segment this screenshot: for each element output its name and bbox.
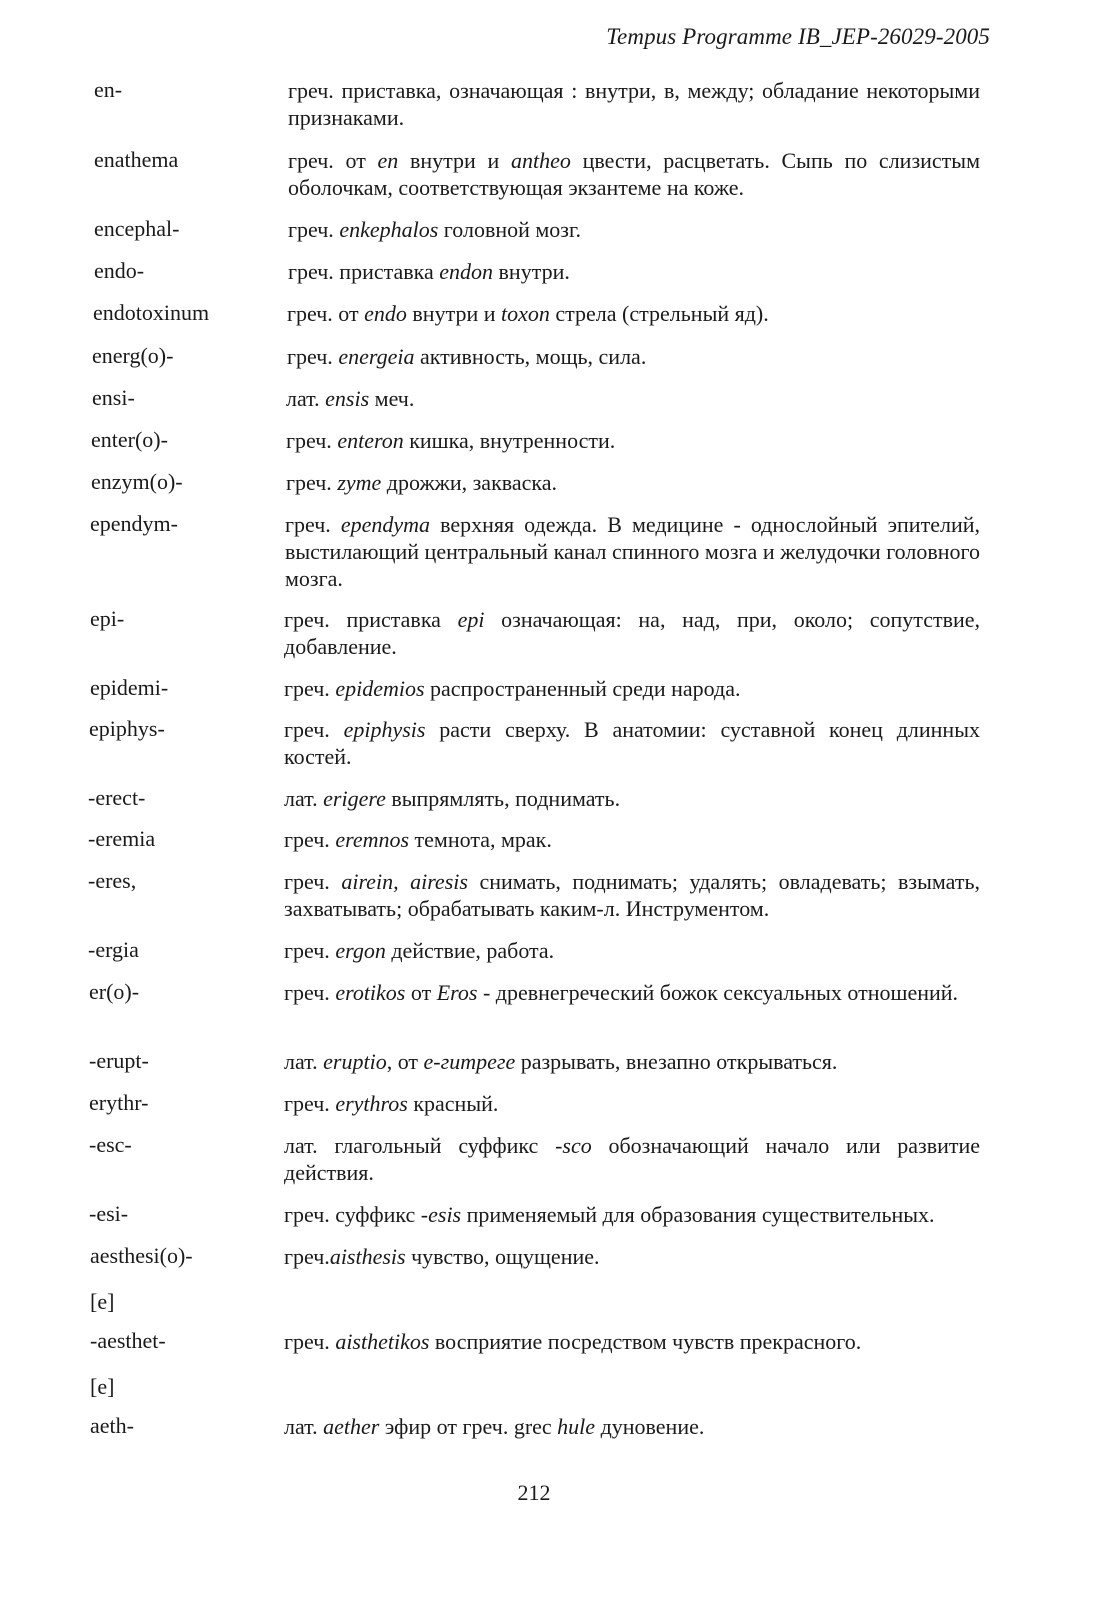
- definition-text: лат.: [284, 1049, 324, 1074]
- definition-text: выпрямлять, поднимать.: [385, 786, 621, 811]
- definition-text: греч. от: [287, 301, 365, 326]
- entry-definition: [284, 606, 980, 660]
- entry-definition: [288, 77, 980, 131]
- entry-term: -ergia: [88, 937, 139, 962]
- latin-greek-term: airein, airesis: [341, 869, 468, 894]
- latin-greek-term: aisthesis: [329, 1244, 406, 1269]
- definition-text: активность, мощь, сила.: [414, 344, 647, 369]
- entry-definition: [284, 979, 980, 1006]
- definition-text: меч.: [369, 386, 415, 411]
- definition-text: лат.: [286, 386, 326, 411]
- latin-greek-term: ensis: [325, 386, 370, 411]
- entry-term: aeth-: [90, 1413, 134, 1438]
- page-number: 212: [517, 1480, 551, 1505]
- latin-greek-term: e-гитреге: [423, 1049, 516, 1074]
- definition-text: греч. суффикс: [284, 1202, 421, 1227]
- definition-text: греч.: [284, 1244, 330, 1269]
- entry-definition: [284, 1328, 980, 1355]
- latin-greek-term: epiphysis: [343, 717, 426, 742]
- entry-definition: [284, 868, 980, 922]
- definition-text: лат.: [284, 1414, 324, 1439]
- latin-greek-term: eremnos: [335, 827, 410, 852]
- entry-term: ependym-: [90, 511, 178, 536]
- definition-text: применяемый для образования существительных.: [461, 1202, 935, 1227]
- entry-definition: [284, 1132, 980, 1186]
- latin-greek-term: energeia: [338, 344, 415, 369]
- entry-term: epiphys-: [89, 716, 165, 741]
- definition-text: кишка, внутренности.: [403, 428, 616, 453]
- definition-text: от: [405, 980, 437, 1005]
- entry-definition: [288, 258, 980, 285]
- latin-greek-term: zyme: [337, 470, 382, 495]
- definition-text: головной мозг.: [438, 217, 582, 242]
- entry-term: enzym(o)-: [91, 469, 183, 494]
- entry-definition: [284, 937, 980, 964]
- definition-text: греч.: [284, 938, 336, 963]
- definition-text: восприятие посредством чувств прекрасного.: [429, 1329, 862, 1354]
- definition-text: стрела (стрельный яд).: [549, 301, 769, 326]
- entry-definition: [284, 716, 980, 770]
- entry-definition: [286, 385, 980, 412]
- entry-term: ensi-: [92, 385, 135, 410]
- entry-term: -esi-: [89, 1201, 129, 1226]
- entry-term: encephal-: [94, 216, 180, 241]
- entry-definition: [288, 216, 980, 243]
- entry-term: -aesthet-: [90, 1328, 166, 1353]
- entry-definition: [287, 300, 980, 327]
- definition-text: греч.: [284, 676, 336, 701]
- latin-greek-term: aisthetikos: [335, 1329, 430, 1354]
- entry-definition: [284, 1048, 980, 1075]
- entry-definition: [286, 469, 980, 496]
- entry-term: [e]: [90, 1374, 115, 1399]
- latin-greek-term: toxon: [501, 301, 550, 326]
- entry-term: er(o)-: [89, 979, 140, 1004]
- latin-greek-term: enkephalos: [339, 217, 439, 242]
- latin-greek-term: eruptio: [323, 1049, 387, 1074]
- entry-definition: [286, 427, 980, 454]
- definition-text: снимать, поднимать; удалять; овладевать; взымать, захватывать; обрабатывать каким-л. Инструментом.: [284, 869, 980, 921]
- entry-definition: [284, 826, 980, 853]
- latin-greek-term: erigere: [323, 786, 386, 811]
- definition-text: распространенный среди народа.: [424, 676, 741, 701]
- definition-text: верхняя одежда. В медицине - однослойный эпителий, выстилающий центральный канал спинного мозга и желудочки головного мозга.: [285, 512, 980, 591]
- definition-text: греч.: [285, 512, 341, 537]
- definition-text: чувство, ощущение.: [405, 1244, 600, 1269]
- definition-text: греч. приставка, означающая : внутри, в, между; обладание некоторыми признаками.: [288, 78, 980, 130]
- definition-text: греч.: [284, 1329, 336, 1354]
- definition-text: греч.: [284, 980, 336, 1005]
- definition-text: дрожжи, закваска.: [381, 470, 558, 495]
- definition-text: эфир от греч. grec: [379, 1414, 558, 1439]
- entry-term: -esc-: [89, 1132, 132, 1157]
- definition-text: греч.: [284, 1091, 336, 1116]
- entry-term: enathema: [94, 147, 179, 172]
- entry-term: epi-: [90, 606, 125, 631]
- entry-term: en-: [94, 77, 123, 102]
- entry-term: erythr-: [89, 1090, 149, 1115]
- definition-text: расти сверху. В анатомии: суставной конец длинных костей.: [284, 717, 980, 769]
- definition-text: красный.: [407, 1091, 499, 1116]
- definition-text: греч. приставка: [288, 259, 440, 284]
- definition-text: темнота, мрак.: [409, 827, 552, 852]
- definition-text: греч.: [284, 869, 342, 894]
- definition-text: греч.: [284, 717, 344, 742]
- definition-text: - древнегреческий божок сексуальных отношений.: [477, 980, 959, 1005]
- definition-text: греч. от: [288, 148, 378, 173]
- latin-greek-term: endon: [439, 259, 494, 284]
- definition-text: греч.: [286, 470, 338, 495]
- entry-term: epidemi-: [90, 675, 169, 700]
- definition-text: цвести, расцветать. Сыпь по слизистым оболочкам, соответствующая экзантеме на коже.: [288, 148, 980, 200]
- entry-definition: [284, 785, 980, 812]
- latin-greek-term: aether: [323, 1414, 380, 1439]
- definition-text: внутри.: [493, 259, 570, 284]
- definition-text: внутри и: [406, 301, 501, 326]
- definition-text: обозначающий начало или развитие действия.: [284, 1133, 981, 1185]
- entry-term: -eremia: [88, 826, 156, 851]
- latin-greek-term: ergon: [335, 938, 386, 963]
- latin-greek-term: Eros: [436, 980, 478, 1005]
- latin-greek-term: endo: [364, 301, 407, 326]
- entry-term: enter(o)-: [91, 427, 168, 452]
- latin-greek-term: epidemios: [335, 676, 425, 701]
- entry-definition: [287, 343, 980, 370]
- definition-text: разрывать, внезапно открываться.: [515, 1049, 838, 1074]
- latin-greek-term: hule: [557, 1414, 596, 1439]
- entry-term: -eres,: [88, 868, 137, 893]
- entry-definition: [284, 675, 980, 702]
- entry-term: -erupt-: [89, 1048, 149, 1073]
- definition-text: , от: [386, 1049, 424, 1074]
- entry-definition: [288, 147, 980, 201]
- latin-greek-term: ependyma: [340, 512, 431, 537]
- latin-greek-term: erotikos: [335, 980, 406, 1005]
- definition-text: греч.: [284, 827, 336, 852]
- latin-greek-term: enteron: [337, 428, 404, 453]
- definition-text: греч.: [286, 428, 338, 453]
- entry-term: energ(o)-: [92, 343, 174, 368]
- latin-greek-term: antheo: [510, 148, 571, 173]
- entry-definition: [284, 1243, 980, 1270]
- definition-text: означающая: на, над, при, около; сопутствие, добавление.: [284, 607, 980, 659]
- definition-text: греч.: [288, 217, 340, 242]
- definition-text: греч. приставка: [284, 607, 458, 632]
- entry-term: endo-: [94, 258, 145, 283]
- entry-definition: [284, 1090, 980, 1117]
- definition-text: внутри и: [398, 148, 511, 173]
- entry-term: [e]: [90, 1289, 115, 1314]
- entry-definition: [284, 1413, 980, 1440]
- entry-definition: [285, 511, 980, 592]
- definition-text: дуновение.: [595, 1414, 705, 1439]
- running-header: Tempus Programme IB_JEP-26029-2005: [606, 24, 990, 49]
- latin-greek-term: -esis: [420, 1202, 462, 1227]
- latin-greek-term: epi: [457, 607, 485, 632]
- latin-greek-term: -sco: [555, 1133, 592, 1158]
- definition-text: действие, работа.: [385, 938, 555, 963]
- latin-greek-term: erythros: [335, 1091, 408, 1116]
- latin-greek-term: en: [377, 148, 399, 173]
- entry-definition: [284, 1201, 980, 1228]
- definition-text: греч.: [287, 344, 339, 369]
- entry-term: aesthesi(o)-: [90, 1243, 193, 1268]
- entry-term: -erect-: [88, 785, 146, 810]
- definition-text: лат.: [284, 786, 324, 811]
- definition-text: лат. глагольный суффикс: [284, 1133, 556, 1158]
- entry-term: endotoxinum: [93, 300, 210, 325]
